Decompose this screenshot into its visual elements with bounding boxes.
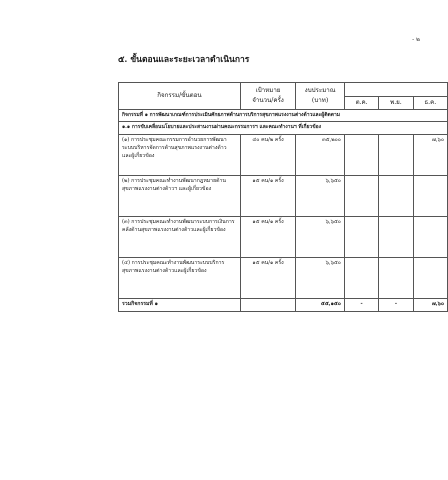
table-row xyxy=(119,135,448,176)
total-budget: ๕๕,๑๕๐ xyxy=(296,299,345,312)
item-target: ๑๕ คน/๑ ครั้ง xyxy=(240,176,295,217)
item-month-nov xyxy=(379,135,413,176)
total-month-nov: - xyxy=(379,299,413,312)
item-month-dec xyxy=(413,176,447,217)
item-activity: (๓) การประชุมคณะทำงานพัฒนาระบบการเงินการคลังด้านสุขภาพแรงงานต่างด้าวและผู้เกี่ยวข้อง xyxy=(119,217,241,258)
total-label: รวมกิจกรรมที่ ๑ xyxy=(119,299,241,312)
schedule-table xyxy=(118,82,448,312)
item-month-dec: ๗,๖๐ xyxy=(413,135,447,176)
item-budget: ๖,๖๕๐ xyxy=(296,258,345,299)
item-month-nov xyxy=(379,176,413,217)
subactivity-row xyxy=(119,122,448,135)
header-month-dec: ธ.ค. xyxy=(413,97,447,110)
header-month-group xyxy=(344,83,447,97)
item-month-oct xyxy=(344,135,378,176)
schedule-table-container xyxy=(118,82,444,322)
header-budget xyxy=(296,83,345,110)
item-activity: (๑) การประชุมคณะกรรมการอำนวยการพัฒนาระบบบริหารจัดการด้านสุขภาพแรงงานต่างด้าว และผู้เกี่ยวข้อง xyxy=(119,135,241,176)
item-month-oct xyxy=(344,176,378,217)
item-target: ๔๐ คน/๒ ครั้ง xyxy=(240,135,295,176)
activity-title: กิจกรรมที่ ๑ การพัฒนาเกณฑ์การประเมินศักยภาพด้านการบริการสุขภาพแรงงานต่างด้าวและผู้ติดตาม xyxy=(119,109,448,122)
item-month-nov xyxy=(379,258,413,299)
total-month-oct: - xyxy=(344,299,378,312)
item-budget: ๓๕,๒๐๐ xyxy=(296,135,345,176)
header-target xyxy=(240,83,295,110)
item-month-oct xyxy=(344,258,378,299)
item-month-dec xyxy=(413,217,447,258)
total-target xyxy=(240,299,295,312)
header-row-1 xyxy=(119,83,448,97)
total-month-dec: ๗,๖๐ xyxy=(413,299,447,312)
section-heading: ๕. ขั้นตอนและระยะเวลาดำเนินการ xyxy=(118,55,250,65)
item-target: ๑๕ คน/๑ ครั้ง xyxy=(240,258,295,299)
item-activity: (๔) การประชุมคณะทำงานพัฒนาระบบบริการสุขภาพแรงงานต่างด้าวและผู้เกี่ยวข้อง xyxy=(119,258,241,299)
item-month-dec xyxy=(413,258,447,299)
item-month-oct xyxy=(344,217,378,258)
table-row xyxy=(119,258,448,299)
item-activity: (๒) การประชุมคณะทำงานพัฒนากฎหมายด้านสุขภาพแรงงานต่างด้าวฯ และผู้เกี่ยวข้อง xyxy=(119,176,241,217)
header-month-oct: ต.ค. xyxy=(344,97,378,110)
header-month-nov: พ.ย. xyxy=(379,97,413,110)
item-budget: ๖,๖๕๐ xyxy=(296,176,345,217)
header-budget-line2: (บาท) xyxy=(311,96,329,104)
item-budget: ๖,๖๕๐ xyxy=(296,217,345,258)
page-number: - ๒ xyxy=(412,36,420,43)
total-row xyxy=(119,299,448,312)
item-target: ๑๕ คน/๑ ครั้ง xyxy=(240,217,295,258)
header-target-line2: จำนวน/ครั้ง xyxy=(252,96,284,104)
header-activity: กิจกรรม/ขั้นตอน xyxy=(119,83,241,110)
activity-row xyxy=(119,109,448,122)
item-month-nov xyxy=(379,217,413,258)
table-row xyxy=(119,176,448,217)
subactivity-title: ๑.๑ การขับเคลื่อนนโยบายและประสานงานผ่านคณะกรรมการฯ และคณะทำงานฯ ที่เกี่ยวข้อง xyxy=(119,122,448,135)
header-budget-line1: งบประมาณ xyxy=(304,87,336,95)
table-row xyxy=(119,217,448,258)
header-target-line1: เป้าหมาย xyxy=(255,87,281,95)
